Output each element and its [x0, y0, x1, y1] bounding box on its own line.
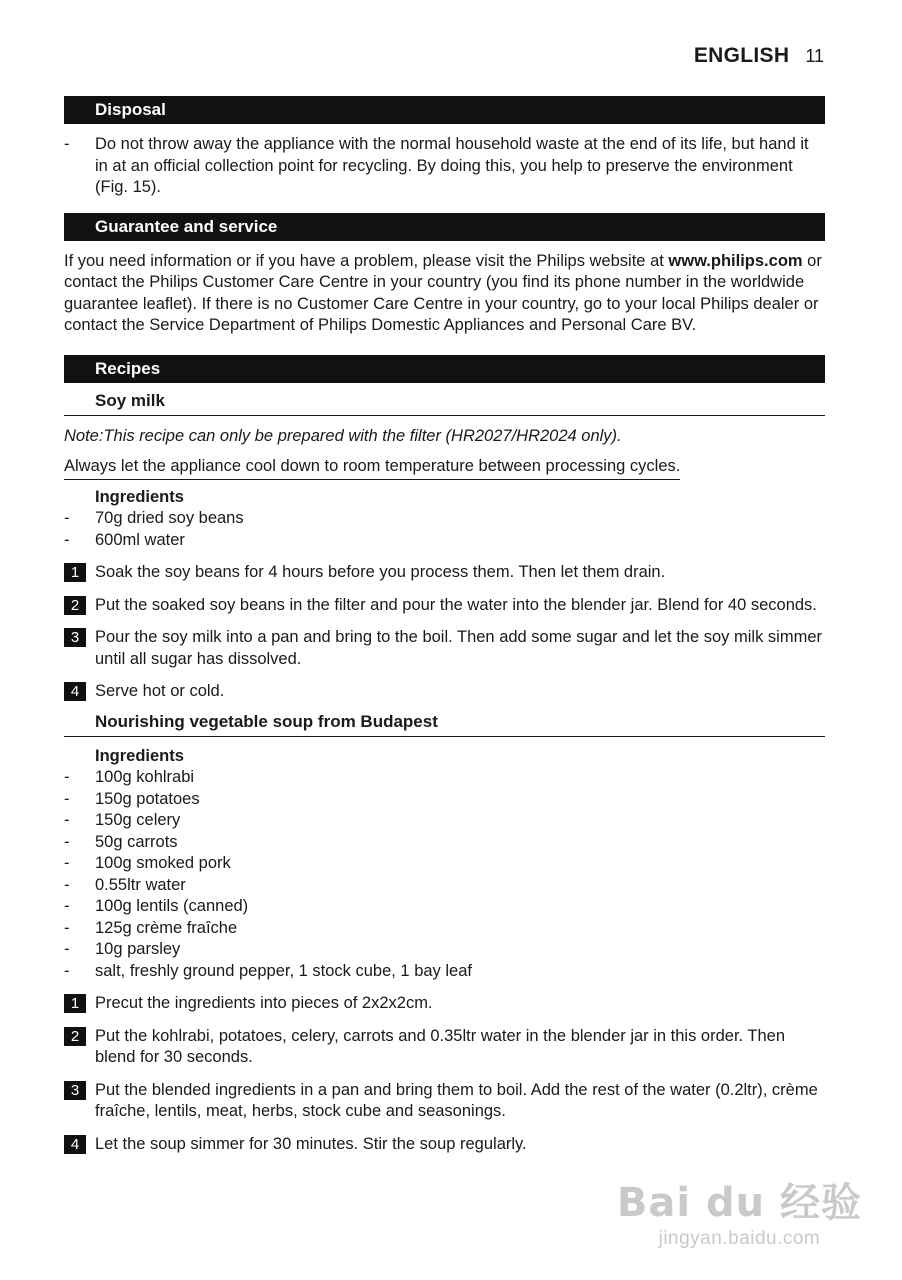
ingredient-item: - 100g kohlrabi	[64, 767, 825, 789]
step-text: Put the blended ingredients in a pan and bring them to boil. Add the rest of the water (0.2ltr), crème fraîche, lentils, meat, herbs, stock cube and seasonings.	[95, 1080, 818, 1120]
ingredient-item: - 70g dried soy beans	[64, 508, 825, 530]
ingredient-item: - 150g potatoes	[64, 789, 825, 811]
step-number: 1	[64, 563, 86, 582]
step-item	[64, 1134, 825, 1156]
step-text: Serve hot or cold.	[95, 682, 225, 700]
step-text: Put the soaked soy beans in the filter and pour the water into the blender jar. Blend for 40 seconds.	[95, 595, 817, 614]
soy-steps	[64, 562, 825, 703]
step-number: 3	[64, 628, 86, 647]
soy-ingredients-list	[64, 508, 825, 551]
step-number: 2	[64, 596, 86, 615]
step-item	[64, 1080, 825, 1123]
step-text: Pour the soy milk into a pan and bring to the boil. Then add some sugar and let the soy milk simmer until all sugar has dissolved.	[95, 628, 822, 668]
baidu-watermark	[617, 1171, 862, 1250]
ingredient-item: - salt, freshly ground pepper, 1 stock cube, 1 bay leaf	[64, 961, 825, 983]
step-text: Let the soup simmer for 30 minutes. Stir the soup regularly.	[95, 1134, 527, 1153]
step-item	[64, 595, 825, 617]
step-item	[64, 993, 825, 1015]
philips-website-link[interactable]: www.philips.com	[668, 251, 803, 270]
step-number: 4	[64, 1135, 86, 1154]
guarantee-text-before: If you need information or if you have a problem, please visit the Philips website at	[64, 251, 669, 270]
step-number: 2	[64, 1027, 86, 1046]
step-number: 4	[64, 682, 86, 701]
disposal-bullet: - Do not throw away the appliance with the normal household waste at the end of its life, but hand it in at an official collection point for recycling. By doing this, you help to preserve the environment (Fig. 15).	[64, 134, 825, 199]
step-text: Put the kohlrabi, potatoes, celery, carrots and 0.35ltr water in the blender jar in this order. Then blend for 30 seconds.	[95, 1026, 786, 1066]
soup-heading: Nourishing vegetable soup from Budapest	[64, 710, 825, 737]
language-label: ENGLISH	[693, 44, 790, 67]
soy-milk-heading: Soy milk	[64, 389, 825, 416]
ingredient-item: - 0.55ltr water	[64, 875, 825, 897]
guarantee-paragraph	[64, 251, 825, 337]
soy-milk-note: Note:This recipe can only be prepared with the filter (HR2027/HR2024 only).	[64, 426, 622, 445]
step-item	[64, 627, 825, 670]
soy-ingredients-heading: Ingredients	[95, 487, 184, 506]
soup-ingredients-heading: Ingredients	[95, 746, 184, 765]
step-text: Precut the ingredients into pieces of 2x2x2cm.	[95, 994, 433, 1012]
watermark-logo: Bai du 经验	[616, 1180, 862, 1226]
recipes-heading: Recipes	[64, 355, 825, 383]
guarantee-heading: Guarantee and service	[64, 213, 825, 241]
step-item	[64, 1026, 825, 1069]
step-item	[64, 681, 825, 703]
soup-ingredients-list	[64, 767, 825, 982]
page-content	[64, 96, 825, 1155]
ingredient-item: - 10g parsley	[64, 939, 825, 961]
ingredient-item: - 100g lentils (canned)	[64, 896, 825, 918]
guarantee-text-after: or contact the Philips Customer Care Centre in your country (you find its phone number in the worldwide guarantee leaflet). If there is no Customer Care Centre in your country, go to your local Philips dealer or contact the Service Department of Philips Domestic Appliances and Personal Care BV.	[64, 251, 822, 334]
step-number: 1	[64, 994, 86, 1013]
page-number: 11	[805, 46, 824, 66]
ingredient-item: - 125g crème fraîche	[64, 918, 825, 940]
ingredient-item: - 50g carrots	[64, 832, 825, 854]
ingredient-item: - 150g celery	[64, 810, 825, 832]
ingredient-item: - 600ml water	[64, 530, 825, 552]
disposal-heading: Disposal	[64, 96, 825, 124]
ingredient-item: - 100g smoked pork	[64, 853, 825, 875]
page-header	[694, 44, 824, 68]
watermark-url: jingyan.baidu.com	[658, 1228, 821, 1249]
step-number: 3	[64, 1081, 86, 1100]
soy-milk-warning: Always let the appliance cool down to room temperature between processing cycles.	[64, 456, 680, 480]
step-text: Soak the soy beans for 4 hours before you process them. Then let them drain.	[95, 563, 666, 581]
soup-steps	[64, 993, 825, 1155]
step-item	[64, 562, 825, 584]
